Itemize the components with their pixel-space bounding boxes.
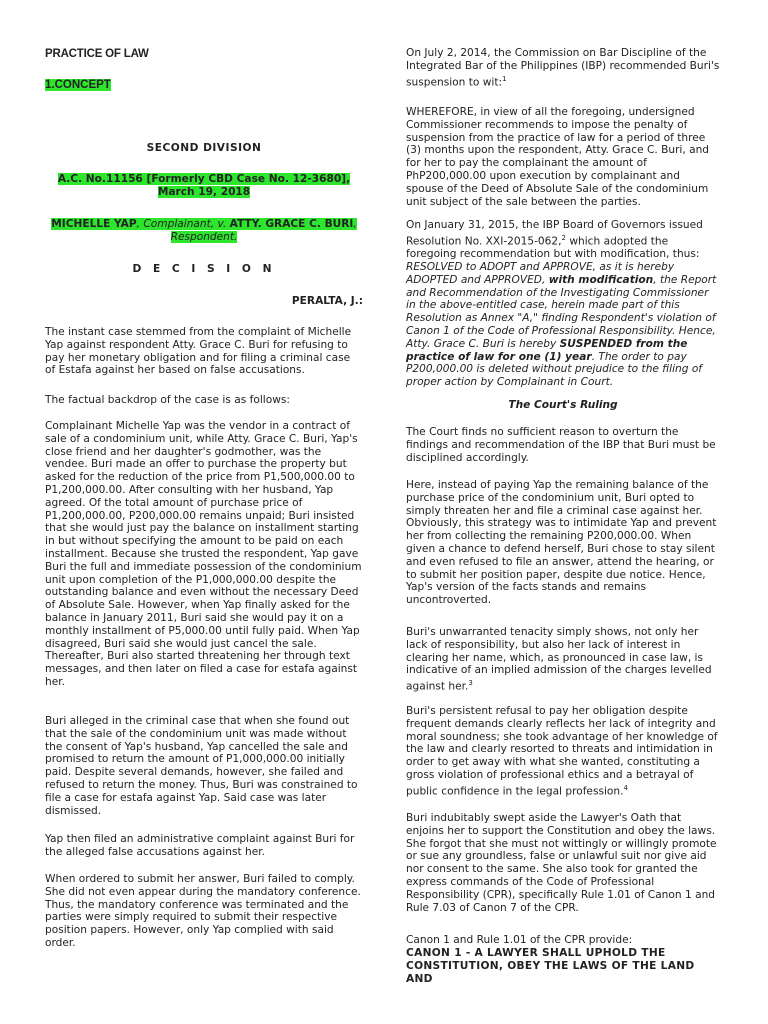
paragraph-court-finds: The Court finds no sufficient reason to overturn the findings and recommendation of the IBP that Buri must be disciplined accordingly. [406,426,716,464]
complainant-name: MICHELLE YAP [51,218,137,230]
case-number [45,173,363,199]
footnote-1: 1 [502,74,507,83]
canon-1-text: CANON 1 - A LAWYER SHALL UPHOLD THE CONSTITUTION, OBEY THE LAWS OF THE LAND AND [406,947,695,985]
practice-of-law-heading: PRACTICE OF LAW [45,48,149,60]
concept-heading-text: 1.CONCEPT [45,79,111,91]
complainant-role: , Complainant, v. [136,218,230,230]
paragraph-instead-of-paying: Here, instead of paying Yap the remaining balance of the purchase price of the condominium unit, Buri opted to simply threaten her and file a criminal case against her. Obviously, this strategy was to intimidate Yap and prevent her from collecting the remaining P200,000.00. When given a chance to defend herself, Buri chose to stay silent and even refused to file an answer, attend the hearing, or to submit her position paper, despite due notice. Hence, Yap's version of the facts stands and remains uncontroverted. [406,479,717,607]
decision-heading: D E C I S I O N [132,263,276,275]
paragraph-admin-complaint: Yap then filed an administrative complaint against Buri for the alleged false accusations against her. [45,833,355,858]
paragraph-failure-to-answer: When ordered to submit her answer, Buri failed to comply. She did not even appear during the mandatory conference. Thus, the mandatory conference was terminated and the parties were simply required to submit their respective position papers. However, only Yap complied with said order. [45,873,361,949]
footnote-2: 2 [561,233,566,242]
ponente: PERALTA, J.: [291,295,363,307]
respondent-role: , Respondent. [170,218,357,243]
division-heading: SECOND DIVISION [146,142,262,154]
case-number-text: A.C. No.11156 [Formerly CBD Case No. 12-3680], March 19, 2018 [57,173,351,198]
concept-heading [45,79,111,91]
case-title [45,218,363,244]
paragraph-unwarranted-tenacity: Buri's unwarranted tenacity simply shows, not only her lack of responsibility, but also her lack of interest in clearing her name, which, as pronounced in case law, is indicative of an implied admission of the charges levelled against her.$^3$ [406,626,712,693]
paragraph-canon-intro: Canon 1 and Rule 1.01 of the CPR provide: [406,934,633,946]
paragraph-ibp-recommendation: On July 2, 2014, the Commission on Bar Discipline of the Integrated Bar of the Philippines (IBP) recommended Buri's suspension to wit:$^1$ [406,47,720,89]
respondent-name: ATTY. GRACE C. BURI [229,218,354,230]
paragraph-lawyers-oath: Buri indubitably swept aside the Lawyer's Oath that enjoins her to support the Constitution and obey the laws. She forgot that she must not wittingly or willingly promote or sue any groundless, false or unlawful suit nor give aid nor consent to the same. She also took for granted the express commands of the Code of Professional Responsibility (CPR), specifically Rule 1.01 of Canon 1 and Rule 7.03 of Canon 7 of the CPR. [406,812,717,914]
paragraph-intro: The instant case stemmed from the complaint of Michelle Yap against respondent Atty. Grace C. Buri for refusing to pay her monetary obligation and for filing a criminal case of Estafa against her based on false accusations. [45,326,352,377]
footnote-3: 3 [468,679,473,688]
paragraph-buri-allegation: Buri alleged in the criminal case that when she found out that the sale of the condominium unit was made without the consent of Yap's husband, Yap cancelled the sale and promised to return the amount of P1,000,000.00 initially paid. Despite several demands, however, she failed and refused to return the money. Thus, Buri was constrained to file a case for estafa against Yap. Said case was later dismissed. [45,715,358,817]
footnote-4: 4 [623,783,628,792]
courts-ruling-heading: The Court's Ruling [508,399,618,411]
paragraph-board-resolution: On January 31, 2015, the IBP Board of Governors issued Resolution No. XXI-2015-062,$^2$ which adopted the foregoing recommendation but with modification, thus: RESOLVED to ADOPT and APPROVE, as it is hereby ADOPTED and APPROVED, with modification, the Report and Recommendation of the Investigating Commissioner in the above-entitled case, herein made part of this Resolution as Annex "A," finding Respondent's violation of Canon 1 of the Code of Professional Responsibility. Hence, Atty. Grace C. Buri is hereby SUSPENDED from the practice of law for one (1) year. The order to pay P200,000.00 is deleted without prejudice to the filing of proper action by Complainant in Court. [406,219,717,389]
paragraph-backdrop: The factual backdrop of the case is as follows: [45,394,290,406]
paragraph-facts: Complainant Michelle Yap was the vendor in a contract of sale of a condominium unit, while Atty. Grace C. Buri, Yap's close friend and her daughter's godmother, was the vendee. Buri made an offer to purchase the property but asked for the reduction of the price from P1,500,000.00 to P1,200,000.00. After consulting with her husband, Yap agreed. Of the total amount of purchase price of P1,200,000.00, P200,000.00 remains unpaid; Buri insisted that she would just pay the balance on installment starting in but without specifying the amount to be paid on each installment. Because she trusted the respondent, Yap gave Buri the full and immediate possession of the condominium unit upon completion of the P1,000,000.00 despite the outstanding balance and even without the necessary Deed of Absolute Sale. However, when Yap finally asked for the balance in January 2011, Buri said she would pay it on a monthly installment of P5,000.00 until fully paid. When Yap disagreed, Buri said she would just cancel the sale. Thereafter, Buri also started threatening her through text messages, and then later on filed a case for estafa against her. [45,420,362,688]
paragraph-persistent-refusal: Buri's persistent refusal to pay her obligation despite frequent demands clearly reflects her lack of integrity and moral soundness; she took advantage of her knowledge of the law and clearly resorted to threats and intimidation in order to get away with what she wanted, constituting a gross violation of professional ethics and a betrayal of public confidence in the legal profession.$^4$ [406,705,718,798]
paragraph-wherefore: WHEREFORE, in view of all the foregoing, undersigned Commissioner recommends to impose the penalty of suspension from the practice of law for a period of three (3) months upon the respondent, Atty. Grace C. Buri, and for her to pay the complainant the amount of PhP200,000.00 upon execution by complainant and spouse of the Deed of Absolute Sale of the condominium unit subject of the sale between the parties. [406,106,710,208]
